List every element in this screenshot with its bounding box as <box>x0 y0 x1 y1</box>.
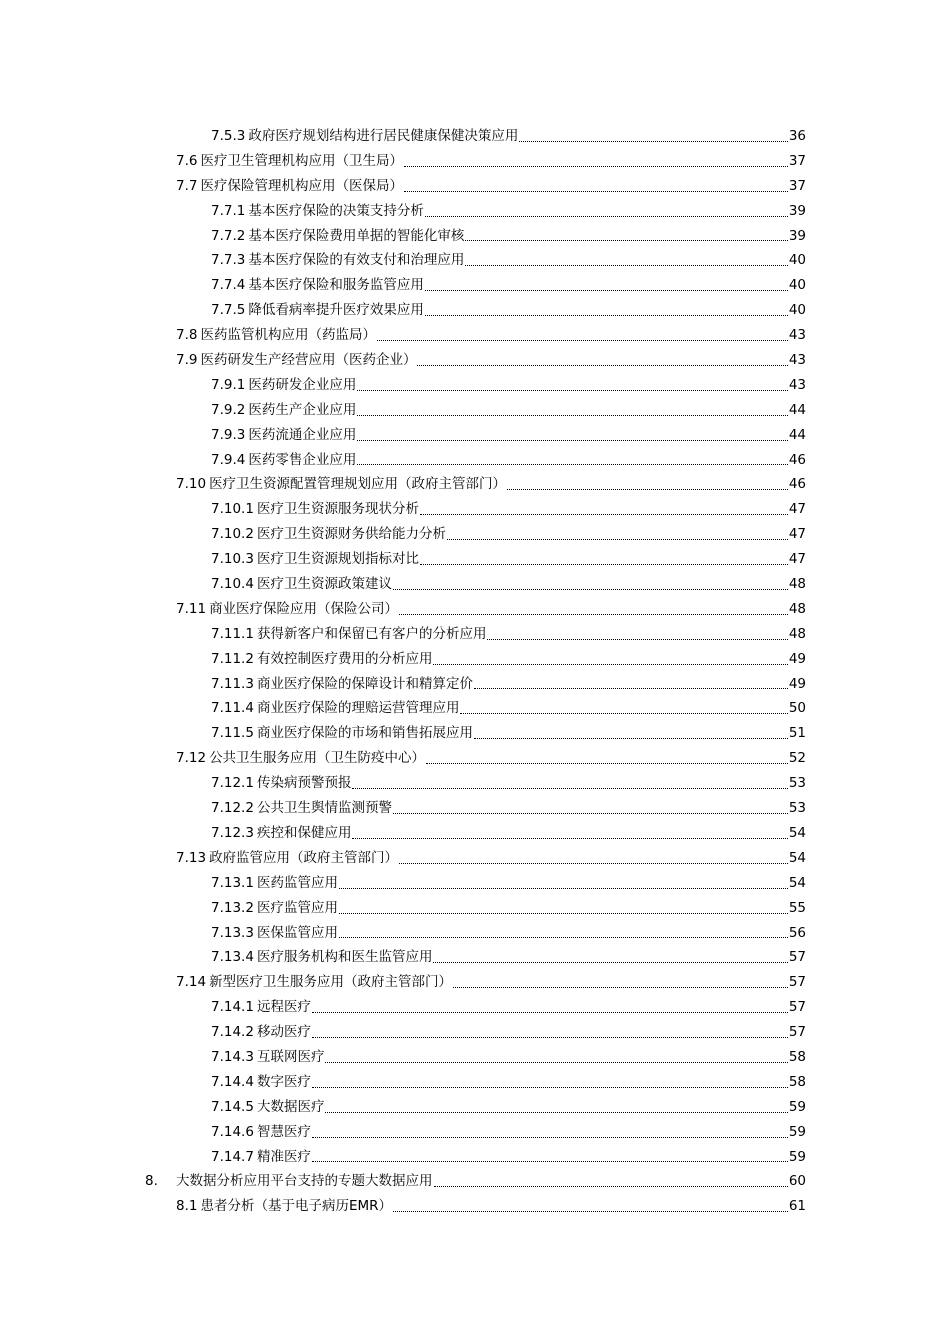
toc-entry-title: 医药生产企业应用 <box>248 401 357 418</box>
toc-entry-title: 精准医疗 <box>256 1148 311 1165</box>
toc-entry[interactable] <box>0 1095 950 1120</box>
toc-entry[interactable] <box>0 373 950 398</box>
toc-entry[interactable] <box>0 970 950 995</box>
toc-entry[interactable] <box>0 696 950 721</box>
toc-dot-leader <box>312 1160 788 1162</box>
toc-entry-number: 7.7.2 <box>211 227 246 244</box>
toc-dot-leader <box>352 837 787 839</box>
toc-entry[interactable] <box>0 448 950 473</box>
toc-entry[interactable] <box>0 1045 950 1070</box>
toc-entry-title: 医疗服务机构和医生监管应用 <box>256 949 433 966</box>
toc-dot-leader <box>404 190 788 192</box>
toc-dot-leader <box>399 862 788 864</box>
toc-entry-page-number: 47 <box>788 526 806 543</box>
toc-entry[interactable] <box>0 871 950 896</box>
toc-entry-number: 8. <box>145 1173 158 1190</box>
toc-entry-page-number: 57 <box>788 949 806 966</box>
toc-entry[interactable] <box>0 846 950 871</box>
toc-entry-title: 获得新客户和保留已有客户的分析应用 <box>256 625 487 642</box>
toc-entry-page-number: 51 <box>788 725 806 742</box>
toc-entry-number: 7.9 <box>176 352 198 369</box>
toc-dot-leader <box>357 414 787 416</box>
toc-entry-title: 医疗卫生资源配置管理规划应用（政府主管部门） <box>209 476 507 493</box>
toc-entry-page-number: 47 <box>788 501 806 518</box>
toc-entry[interactable] <box>0 572 950 597</box>
toc-entry[interactable] <box>0 1070 950 1095</box>
toc-entry-number: 7.12 <box>176 750 207 767</box>
toc-entry-page-number: 46 <box>788 451 806 468</box>
toc-entry-number: 7.14.2 <box>211 1024 254 1041</box>
toc-dot-leader <box>434 1185 788 1187</box>
toc-entry[interactable] <box>0 1120 950 1145</box>
toc-entry-title: 政府医疗规划结构进行居民健康保健决策应用 <box>248 128 519 144</box>
toc-entry[interactable] <box>0 298 950 323</box>
toc-entry-page-number: 50 <box>788 700 806 717</box>
toc-dot-leader <box>474 737 788 739</box>
toc-entry-page-number: 49 <box>788 650 806 667</box>
toc-entry-page-number: 37 <box>788 152 806 169</box>
toc-entry-number: 7.12.3 <box>211 824 254 841</box>
toc-entry-number: 7.7.3 <box>211 252 246 269</box>
toc-dot-leader <box>377 339 788 341</box>
toc-entry-title: 医药研发企业应用 <box>248 376 357 393</box>
toc-entry[interactable] <box>0 547 950 572</box>
toc-entry-page-number: 54 <box>788 849 806 866</box>
toc-entry-title: 医药流通企业应用 <box>248 426 357 443</box>
toc-entry[interactable] <box>0 1169 950 1194</box>
toc-entry-page-number: 49 <box>788 675 806 692</box>
toc-entry-page-number: 61 <box>788 1198 806 1215</box>
toc-entry-number: 7.11 <box>176 600 207 617</box>
toc-dot-leader <box>425 215 788 217</box>
toc-dot-leader <box>312 1136 788 1138</box>
toc-entry[interactable] <box>0 921 950 946</box>
toc-dot-leader <box>507 488 788 490</box>
toc-entry[interactable] <box>0 1194 950 1219</box>
toc-entry-page-number: 46 <box>788 476 806 493</box>
toc-entry-page-number: 60 <box>788 1173 806 1190</box>
toc-entry-number: 7.12.1 <box>211 775 254 792</box>
toc-dot-leader <box>357 463 787 465</box>
toc-dot-leader <box>420 563 788 565</box>
toc-entry-number: 7.11.5 <box>211 725 254 742</box>
toc-entry-title: 医药监管应用 <box>256 874 338 891</box>
toc-entry-page-number: 47 <box>788 551 806 568</box>
toc-entry-number: 8.1 <box>176 1198 198 1215</box>
toc-entry-title: 互联网医疗 <box>256 1048 325 1065</box>
toc-entry-number: 7.13 <box>176 849 207 866</box>
toc-entry[interactable] <box>0 124 950 149</box>
toc-entry-title: 移动医疗 <box>256 1024 311 1041</box>
toc-entry[interactable] <box>0 398 950 423</box>
toc-entry-page-number: 44 <box>788 426 806 443</box>
toc-dot-leader <box>433 663 787 665</box>
toc-entry[interactable] <box>0 721 950 746</box>
toc-dot-leader <box>417 364 787 366</box>
toc-entry-title: 基本医疗保险的决策支持分析 <box>248 202 424 219</box>
toc-entry[interactable] <box>0 672 950 697</box>
toc-entry-title: 基本医疗保险费用单据的智能化审核 <box>248 227 465 244</box>
toc-entry[interactable] <box>0 472 950 497</box>
toc-entry-number: 7.14 <box>176 974 207 991</box>
toc-entry-number: 7.6 <box>176 152 198 169</box>
toc-entry-title: 医药零售企业应用 <box>248 451 357 468</box>
toc-entry-page-number: 40 <box>788 277 806 294</box>
toc-entry-number: 7.11.1 <box>211 625 254 642</box>
toc-entry-page-number: 36 <box>788 128 806 144</box>
toc-dot-leader <box>393 1210 788 1212</box>
toc-dot-leader <box>420 513 788 515</box>
toc-entry-title: 患者分析（基于电子病历EMR） <box>200 1198 393 1215</box>
toc-entry-number: 7.9.3 <box>211 426 246 443</box>
toc-entry-number: 7.14.7 <box>211 1148 254 1165</box>
toc-entry-title: 疾控和保健应用 <box>256 824 352 841</box>
toc-entry-page-number: 57 <box>788 999 806 1016</box>
toc-dot-leader <box>325 1111 787 1113</box>
toc-entry-title: 医疗卫生资源财务供给能力分析 <box>256 526 446 543</box>
toc-entry[interactable] <box>0 323 950 348</box>
toc-entry-title: 医保监管应用 <box>256 924 338 941</box>
toc-entry-number: 7.10.4 <box>211 576 254 593</box>
toc-entry-page-number: 53 <box>788 800 806 817</box>
toc-entry[interactable] <box>0 522 950 547</box>
toc-entry-page-number: 52 <box>788 750 806 767</box>
toc-entry-title: 政府监管应用（政府主管部门） <box>209 849 399 866</box>
toc-entry-title: 新型医疗卫生服务应用（政府主管部门） <box>209 974 453 991</box>
toc-entry-number: 7.11.4 <box>211 700 254 717</box>
toc-entry-title: 医疗保险管理机构应用（医保局） <box>200 177 403 194</box>
toc-dot-leader <box>426 762 788 764</box>
toc-entry-page-number: 40 <box>788 252 806 269</box>
toc-dot-leader <box>393 812 788 814</box>
toc-entry[interactable] <box>0 896 950 921</box>
toc-entry-page-number: 59 <box>788 1123 806 1140</box>
toc-entry[interactable] <box>0 746 950 771</box>
toc-entry-title: 医药监管机构应用（药监局） <box>200 327 376 344</box>
toc-dot-leader <box>352 787 787 789</box>
toc-dot-leader <box>425 314 788 316</box>
toc-dot-leader <box>465 239 787 241</box>
toc-dot-leader <box>339 936 788 938</box>
toc-entry[interactable] <box>0 995 950 1020</box>
toc-entry-page-number: 59 <box>788 1148 806 1165</box>
toc-entry[interactable] <box>0 771 950 796</box>
toc-entry-number: 7.9.1 <box>211 376 246 393</box>
toc-entry[interactable] <box>0 248 950 273</box>
toc-entry-page-number: 37 <box>788 177 806 194</box>
toc-dot-leader <box>312 1086 788 1088</box>
toc-entry[interactable] <box>0 174 950 199</box>
toc-dot-leader <box>447 538 788 540</box>
toc-dot-leader <box>404 165 788 167</box>
toc-dot-leader <box>399 613 788 615</box>
toc-entry-number: 7.7 <box>176 177 198 194</box>
toc-dot-leader <box>339 887 788 889</box>
toc-entry-number: 7.14.5 <box>211 1098 254 1115</box>
toc-entry-number: 7.12.2 <box>211 800 254 817</box>
toc-entry[interactable] <box>0 945 950 970</box>
toc-entry[interactable] <box>0 423 950 448</box>
toc-entry-page-number: 54 <box>788 874 806 891</box>
toc-dot-leader <box>357 439 787 441</box>
toc-entry-number: 7.10.3 <box>211 551 254 568</box>
toc-entry-title: 医疗监管应用 <box>256 899 338 916</box>
toc-dot-leader <box>325 1061 787 1063</box>
toc-entry-title: 大数据医疗 <box>256 1098 325 1115</box>
toc-entry-number: 7.5.3 <box>211 128 246 144</box>
toc-entry-number: 7.13.3 <box>211 924 254 941</box>
toc-dot-leader <box>339 912 788 914</box>
toc-entry-page-number: 58 <box>788 1048 806 1065</box>
toc-entry-number: 7.7.1 <box>211 202 246 219</box>
toc-dot-leader <box>357 389 787 391</box>
toc-entry-title: 商业医疗保险的市场和销售拓展应用 <box>256 725 473 742</box>
toc-entry-page-number: 39 <box>788 202 806 219</box>
toc-entry-page-number: 43 <box>788 352 806 369</box>
toc-entry[interactable] <box>0 821 950 846</box>
toc-entry-number: 7.8 <box>176 327 198 344</box>
toc-entry-page-number: 56 <box>788 924 806 941</box>
toc-entry-number: 7.14.1 <box>211 999 254 1016</box>
toc-entry-number: 7.10.1 <box>211 501 254 518</box>
toc-dot-leader <box>393 588 788 590</box>
toc-entry-title: 医疗卫生资源服务现状分析 <box>256 501 419 518</box>
toc-entry[interactable] <box>0 348 950 373</box>
toc-entry-title: 数字医疗 <box>256 1073 311 1090</box>
toc-dot-leader <box>474 687 788 689</box>
toc-entry-number: 7.11.3 <box>211 675 254 692</box>
toc-entry-page-number: 57 <box>788 1024 806 1041</box>
toc-entry-number: 7.11.2 <box>211 650 254 667</box>
table-of-contents <box>0 124 950 1219</box>
toc-entry-page-number: 48 <box>788 625 806 642</box>
toc-entry[interactable] <box>0 224 950 249</box>
toc-entry-title: 商业医疗保险的理赔运营管理应用 <box>256 700 460 717</box>
toc-entry-page-number: 59 <box>788 1098 806 1115</box>
toc-entry-title: 医疗卫生管理机构应用（卫生局） <box>200 152 403 169</box>
toc-dot-leader <box>453 986 788 988</box>
toc-entry-page-number: 58 <box>788 1073 806 1090</box>
toc-entry-number: 7.14.3 <box>211 1048 254 1065</box>
toc-entry-title: 公共卫生舆情监测预警 <box>256 800 392 817</box>
toc-entry-page-number: 48 <box>788 600 806 617</box>
toc-entry[interactable] <box>0 199 950 224</box>
toc-entry[interactable] <box>0 1145 950 1170</box>
toc-entry[interactable] <box>0 149 950 174</box>
toc-dot-leader <box>460 712 787 714</box>
toc-entry-number: 7.7.5 <box>211 302 246 319</box>
toc-entry-number: 7.7.4 <box>211 277 246 294</box>
toc-entry-page-number: 43 <box>788 376 806 393</box>
toc-entry-page-number: 55 <box>788 899 806 916</box>
toc-dot-leader <box>519 140 787 142</box>
toc-entry-number: 7.14.6 <box>211 1123 254 1140</box>
toc-entry-title: 有效控制医疗费用的分析应用 <box>256 650 433 667</box>
toc-entry-title: 商业医疗保险应用（保险公司） <box>209 600 399 617</box>
toc-entry-page-number: 57 <box>788 974 806 991</box>
toc-dot-leader <box>312 1036 788 1038</box>
toc-entry-page-number: 40 <box>788 302 806 319</box>
toc-entry[interactable] <box>0 796 950 821</box>
toc-entry-title: 大数据分析应用平台支持的专题大数据应用 <box>176 1173 433 1190</box>
toc-entry[interactable] <box>0 622 950 647</box>
toc-dot-leader <box>465 264 787 266</box>
toc-entry[interactable] <box>0 273 950 298</box>
toc-entry-number: 7.10 <box>176 476 207 493</box>
toc-entry-number: 7.9.2 <box>211 401 246 418</box>
toc-dot-leader <box>487 638 787 640</box>
toc-entry-title: 传染病预警预报 <box>256 775 352 792</box>
toc-entry-title: 医疗卫生资源政策建议 <box>256 576 392 593</box>
toc-entry[interactable] <box>0 647 950 672</box>
toc-entry-title: 医药研发生产经营应用（医药企业） <box>200 352 417 369</box>
toc-entry-title: 基本医疗保险和服务监管应用 <box>248 277 424 294</box>
toc-entry-title: 智慧医疗 <box>256 1123 311 1140</box>
toc-entry[interactable] <box>0 597 950 622</box>
toc-entry-page-number: 48 <box>788 576 806 593</box>
toc-entry-title: 基本医疗保险的有效支付和治理应用 <box>248 252 465 269</box>
toc-entry[interactable] <box>0 497 950 522</box>
toc-entry-page-number: 54 <box>788 824 806 841</box>
toc-entry-page-number: 53 <box>788 775 806 792</box>
toc-dot-leader <box>312 1011 788 1013</box>
toc-entry-title: 远程医疗 <box>256 999 311 1016</box>
toc-entry-number: 7.13.1 <box>211 874 254 891</box>
toc-dot-leader <box>433 961 787 963</box>
toc-entry-number: 7.10.2 <box>211 526 254 543</box>
toc-entry-page-number: 43 <box>788 327 806 344</box>
toc-entry-number: 7.14.4 <box>211 1073 254 1090</box>
toc-entry-title: 降低看病率提升医疗效果应用 <box>248 302 424 319</box>
toc-entry[interactable] <box>0 1020 950 1045</box>
toc-entry-title: 商业医疗保险的保障设计和精算定价 <box>256 675 473 692</box>
toc-entry-title: 医疗卫生资源规划指标对比 <box>256 551 419 568</box>
toc-entry-number: 7.13.2 <box>211 899 254 916</box>
toc-entry-title: 公共卫生服务应用（卫生防疫中心） <box>209 750 426 767</box>
toc-entry-page-number: 39 <box>788 227 806 244</box>
toc-entry-number: 7.9.4 <box>211 451 246 468</box>
toc-entry-number: 7.13.4 <box>211 949 254 966</box>
toc-entry-page-number: 44 <box>788 401 806 418</box>
toc-dot-leader <box>425 289 788 291</box>
